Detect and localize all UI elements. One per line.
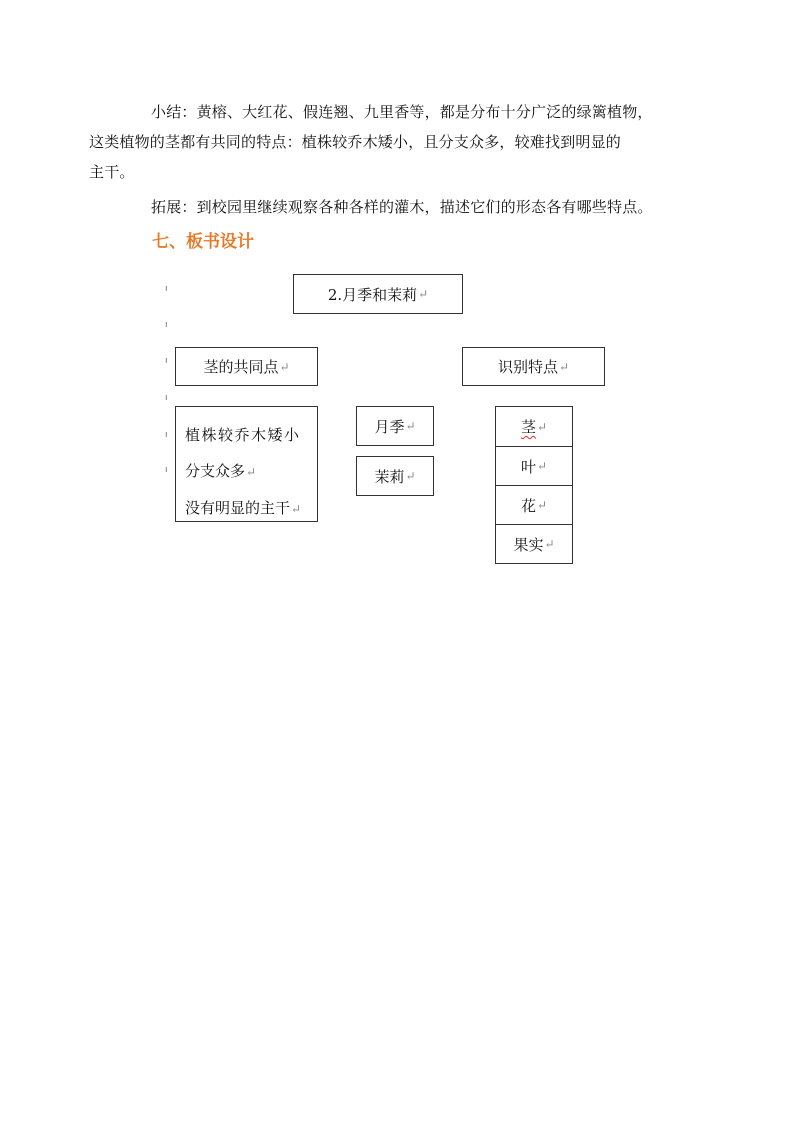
common-header: 茎的共同点	[203, 358, 279, 376]
return-mark-icon: ↵	[536, 459, 548, 473]
common-item: 没有明显的主干↵	[185, 499, 302, 517]
summary-line-3: 主干。	[89, 163, 135, 181]
return-mark-icon: ↵	[405, 469, 416, 483]
extension-text: 拓展：到校园里继续观察各种各样的灌木，描述它们的形态各有哪些特点。	[151, 198, 653, 216]
feature-name: 果实	[513, 535, 544, 554]
common-item: 分支众多↵	[185, 462, 257, 480]
blank-paragraph-mark: ı	[165, 465, 168, 475]
plant-box-moli	[356, 456, 434, 496]
feature-name: 茎	[520, 418, 536, 436]
return-mark-icon: ↵	[279, 359, 290, 374]
plant-name: 茉莉	[374, 467, 405, 486]
board-title: 2.月季和茉莉	[327, 285, 418, 304]
feature-box-fruit	[495, 524, 573, 564]
feature-name: 叶	[520, 457, 536, 476]
feature-box-leaf	[495, 446, 573, 486]
return-mark-icon: ↵	[536, 419, 548, 434]
blank-paragraph-mark: ı	[165, 284, 168, 294]
feature-box-stem	[495, 406, 573, 447]
summary-paragraph	[89, 97, 690, 187]
feature-name: 花	[520, 496, 536, 515]
features-header-box	[462, 347, 605, 386]
blank-paragraph-mark: ı	[165, 393, 168, 403]
return-mark-icon: ↵	[246, 465, 257, 479]
common-header-box	[175, 347, 318, 386]
blank-paragraph-mark: ı	[165, 320, 168, 330]
section-heading: 七、板书设计	[152, 232, 254, 252]
summary-line-2: 这类植物的茎都有共同的特点：植株较乔木矮小，且分支众多，较难找到明显的	[89, 133, 622, 151]
extension-paragraph	[120, 192, 690, 222]
return-mark-icon: ↵	[418, 287, 429, 301]
common-items-box	[175, 406, 318, 522]
features-header: 识别特点	[497, 358, 558, 376]
return-mark-icon: ↵	[558, 359, 570, 374]
summary-line-1: 小结：黄榕、大红花、假连翘、九里香等，都是分布十分广泛的绿篱植物，	[151, 103, 653, 121]
blank-paragraph-mark: ı	[165, 430, 168, 440]
plant-box-yueji	[356, 406, 434, 446]
return-mark-icon: ↵	[536, 498, 548, 512]
return-mark-icon: ↵	[291, 502, 302, 516]
return-mark-icon: ↵	[544, 537, 555, 551]
board-title-box	[293, 274, 463, 314]
blank-paragraph-mark: ı	[165, 356, 168, 366]
return-mark-icon: ↵	[405, 419, 416, 433]
plant-name: 月季	[374, 417, 405, 436]
common-item: 植株较乔木矮小	[185, 426, 301, 444]
feature-box-flower	[495, 485, 573, 525]
